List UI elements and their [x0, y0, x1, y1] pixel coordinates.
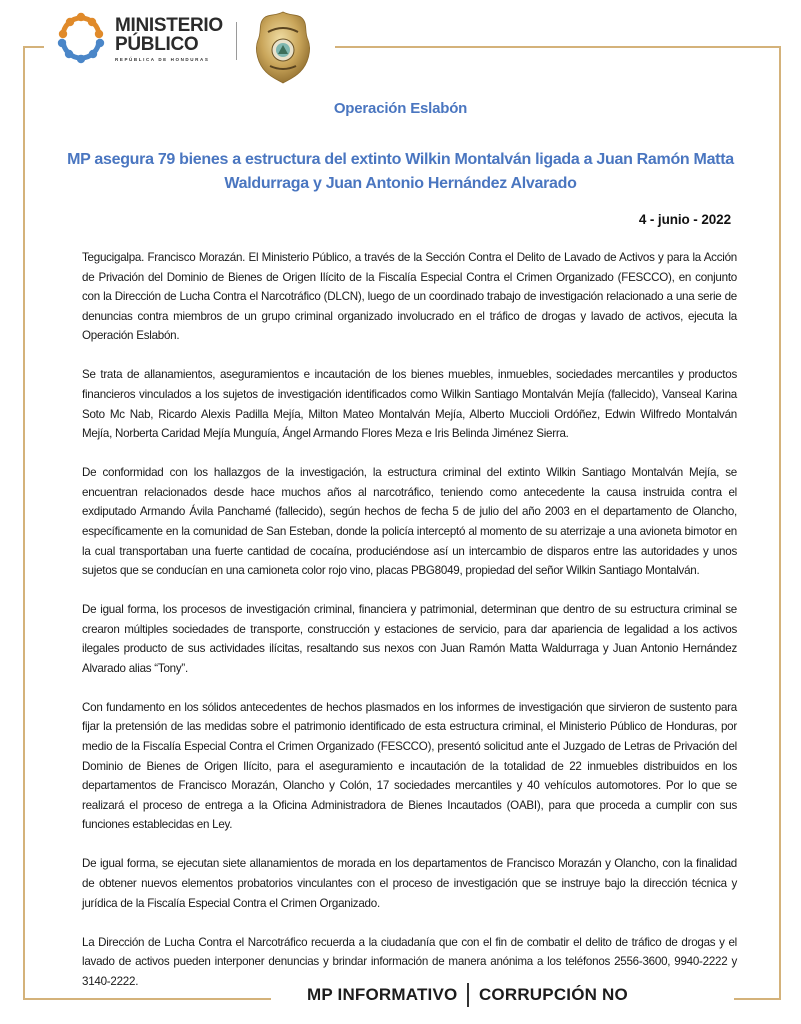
footer-slogan — [307, 983, 628, 1007]
logo-wordmark — [115, 16, 223, 62]
document-title: Operación Eslabón — [333, 100, 468, 117]
paragraph-1: Tegucigalpa. Francisco Morazán. El Ministerio Público, a través de la Sección Contra el Delito de Lavado de Activos y para la Acción de Privación del Dominio de Bienes de Origen Ilícito de la Fiscalía Especial Contra el Crimen Organizado (FESCCO), en conjunto con la Dirección de Lucha Contra el Narcotráfico (DLCN), luego de un coordinado trabajo de investigación relacionado a una serie de denuncias contra miembros de un grupo criminal organizado involucrado en el tráfico de drogas y lavado de activos, ejecuta la Operación Eslabón. — [82, 251, 737, 343]
letterhead — [0, 0, 801, 90]
document-headline: MP asegura 79 bienes a estructura del extinto Wilkin Montalván ligada a Juan Ramón Matta Waldurraga y Juan Antonio Hernández Alvarado — [67, 151, 734, 192]
press-release-body — [82, 248, 737, 1011]
ministerio-publico-logo — [55, 10, 230, 72]
paragraph-4: De igual forma, los procesos de investigación criminal, financiera y patrimonial, determinan que dentro de su estructura criminal se crearon múltiples sociedades de transporte, construcción y estaciones de servicio, para dar apariencia de legalidad a los activos ilegales producto de sus actividades ilícitas, resaltando sus nexos con Juan Ramón Matta Waldurraga y Juan Antonio Hernández Alvarado alias “Tony”. — [82, 603, 737, 675]
footer-corrupcion-no: CORRUPCIÓN NO — [478, 985, 628, 1004]
logo-line-publico: PÚBLICO — [115, 34, 199, 55]
footer — [0, 983, 801, 1013]
frame-right-border — [779, 46, 781, 1000]
footer-separator — [467, 983, 469, 1007]
document-date: 4 - junio - 2022 — [638, 212, 731, 227]
paragraph-7: La Dirección de Lucha Contra el Narcotráfico recuerda a la ciudadanía que con el fin de combatir el delito de tráfico de drogas y el lavado de activos pueden interponer denuncias y brindar información de manera anónima a los teléfonos 2556-3600, 9940-2222 y 3140-2222. — [82, 935, 737, 988]
paragraph-5: Con fundamento en los sólidos antecedentes de hechos plasmados en los informes de investigación que sirvieron de sustento para fijar la pretensión de las medidas sobre el patrimonio identificado de esta estructura criminal, el Ministerio Público de Honduras, por medio de la Fiscalía Especial Contra el Crimen Organizado (FESCCO), presentó solicitud ante el Juzgado de Letras de Privación del Dominio de Bienes de Origen Ilícito, para el aseguramiento e incautación de la totalidad de 22 inmuebles distribuidos en los departamentos de Francisco Morazán, Olancho y Colón, 17 sociedades mercantiles y 40 vehículos automotores. Por lo que se realizará el proceso de entrega a la Oficina Administradora de Bienes Incautados (OABI), para que proceda a cumplir con sus funciones establecidas en Ley. — [82, 700, 737, 832]
footer-mp-informativo: MP INFORMATIVO — [307, 985, 458, 1004]
paragraph-6: De igual forma, se ejecutan siete allanamientos de morada en los departamentos de Francisco Morazán y Olancho, con la finalidad de obtener nuevos elementos probatorios vinculantes con el proceso de investigación que se instruye bajo la dirección técnica y jurídica de la Fiscalía Especial Contra el Crimen Organizado. — [82, 857, 737, 910]
frame-left-border — [23, 46, 25, 1000]
paragraph-2: Se trata de allanamientos, aseguramientos e incautación de los bienes muebles, inmuebles, sociedades mercantiles y productos financieros vinculados a los sujetos de investigación identificados como Wilkin Santiago Montalván Mejía (fallecido), Vanseal Karina Soto Mc Nab, Ricardo Alexis Padilla Mejía, Milton Mateo Montalván Mejía, Alberto Muccioli Ordóñez, Edwin Wilfredo Montalván Mejía, Norberta Caridad Mejía Munguía, Ángel Armando Flores Meza e Iris Belinda Jiménez Sierra. — [82, 368, 737, 441]
logo-line-ministerio: MINISTERIO — [115, 15, 223, 36]
people-circle-logo-icon — [55, 12, 107, 64]
logo-divider — [236, 22, 237, 60]
dlcn-police-badge-icon — [254, 10, 312, 84]
paragraph-3: De conformidad con los hallazgos de la investigación, la estructura criminal del extinto Wilkin Santiago Montalván Mejía, se encuentran relacionados desde hace muchos años al narcotráfico, teniendo como antecedente la causa instruida contra el exdiputado Armando Ávila Panchamé (fallecido), según hechos de fecha 5 de julio del año 2003 en el departamento de Olancho, específicamente en la comunidad de San Esteban, donde la policía interceptó al momento de su aterrizaje a una avioneta bimotor en la cual transportaban una fuerte cantidad de cocaína, produciéndose así un intercambio de disparos entre las autoridades y unos sujetos que se conducían en una camioneta color rojo vino, placas PBG8049, propiedad del señor Wilkin Santiago Montalván. — [82, 466, 737, 578]
logo-subtitle: REPÚBLICA DE HONDURAS — [115, 57, 210, 62]
